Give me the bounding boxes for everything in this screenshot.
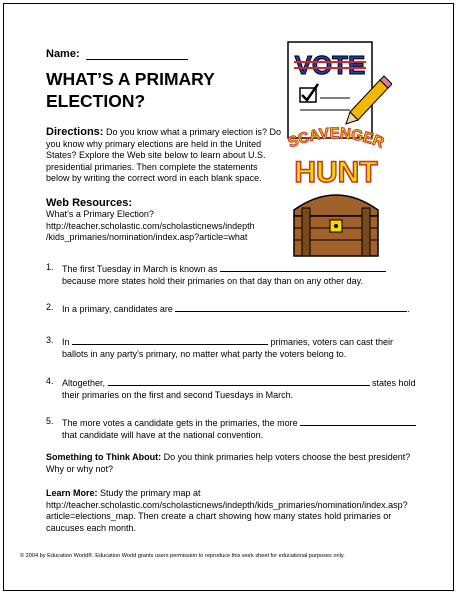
question-text: their primaries on the first and second Tuesdays in March. [62, 389, 294, 400]
question-text: In a primary, candidates are [62, 304, 176, 314]
page-title [46, 68, 266, 112]
hunt-text: HUNT [294, 156, 378, 189]
title-line-2: ELECTION? [46, 91, 146, 111]
directions-label: Directions: [46, 126, 104, 138]
question-text: In [62, 337, 73, 347]
answer-blank[interactable] [220, 262, 386, 272]
question-text: states hold [369, 378, 416, 388]
question-text: because more states hold their primaries on that day than on any other day. [62, 275, 364, 286]
treasure-chest-icon [294, 195, 378, 256]
web-resource-url-1[interactable]: http://teacher.scholastic.com/scholasticnews/indepth [46, 220, 255, 231]
web-resource-title: What’s a Primary Election? [46, 209, 154, 220]
question-3 [46, 335, 426, 360]
think-about [46, 452, 426, 475]
answer-blank[interactable] [72, 335, 268, 345]
title-line-1: WHAT’S A PRIMARY [46, 69, 215, 89]
question-1 [46, 262, 426, 287]
answer-blank[interactable] [108, 376, 370, 386]
vote-text: VOTE [294, 50, 366, 80]
copyright-footer: © 2004 by Education World®. Education World grants users permission to reproduce this work sheet for educational purposes only. [20, 553, 345, 559]
question-5 [46, 416, 426, 441]
name-blank[interactable] [86, 49, 188, 60]
question-text: The more votes a candidate gets in the primaries, the more [62, 418, 301, 428]
web-resources-label: Web Resources: [46, 197, 132, 209]
learn-label: Learn More: [46, 488, 98, 498]
question-4 [46, 376, 426, 401]
question-number: 3. [46, 335, 54, 345]
question-text: . [407, 304, 410, 314]
scavenger-text: SCAVENGER [285, 124, 387, 152]
name-label: Name: [46, 48, 80, 60]
question-text: that candidate will have at the national convention. [62, 429, 264, 440]
think-label: Something to Think About: [46, 452, 162, 462]
vote-scavenger-hunt-illustration [280, 40, 392, 262]
web-resource-url-2[interactable]: /kids_primaries/nomination/index.asp?article=what [46, 231, 248, 242]
learn-more [46, 488, 426, 534]
question-text: Altogether, [62, 378, 108, 388]
learn-text: Study the primary map at http://teacher.scholastic.com/scholasticnews/indepth/kids_primaries/nomination/index.asp?article=elections_map. Then create a chart showing how many states hold primaries or caucuses each month. [46, 488, 408, 533]
question-2 [46, 302, 426, 316]
directions-text: Do you know what a primary election is? Do you know why primary elections are held in the United States? Explore the Web site below to learn about U.S. presidential primaries. Then complete the statements below by writing the correct word in each blank space. [46, 127, 282, 183]
question-number: 4. [46, 376, 54, 386]
question-text: The first Tuesday in March is known as [62, 264, 221, 274]
answer-blank[interactable] [300, 416, 416, 426]
question-number: 5. [46, 416, 54, 426]
question-text: ballots in any party’s primary, no matter what party the voters belong to. [62, 348, 347, 359]
question-number: 2. [46, 302, 54, 312]
name-field [46, 48, 188, 60]
think-text: Do you think primaries help voters choose the best president? Why or why not? [46, 452, 411, 474]
question-number: 1. [46, 262, 54, 272]
question-text: primaries, voters can cast their [268, 337, 394, 347]
web-resources [46, 198, 286, 243]
answer-blank[interactable] [175, 302, 407, 312]
directions [46, 127, 282, 185]
